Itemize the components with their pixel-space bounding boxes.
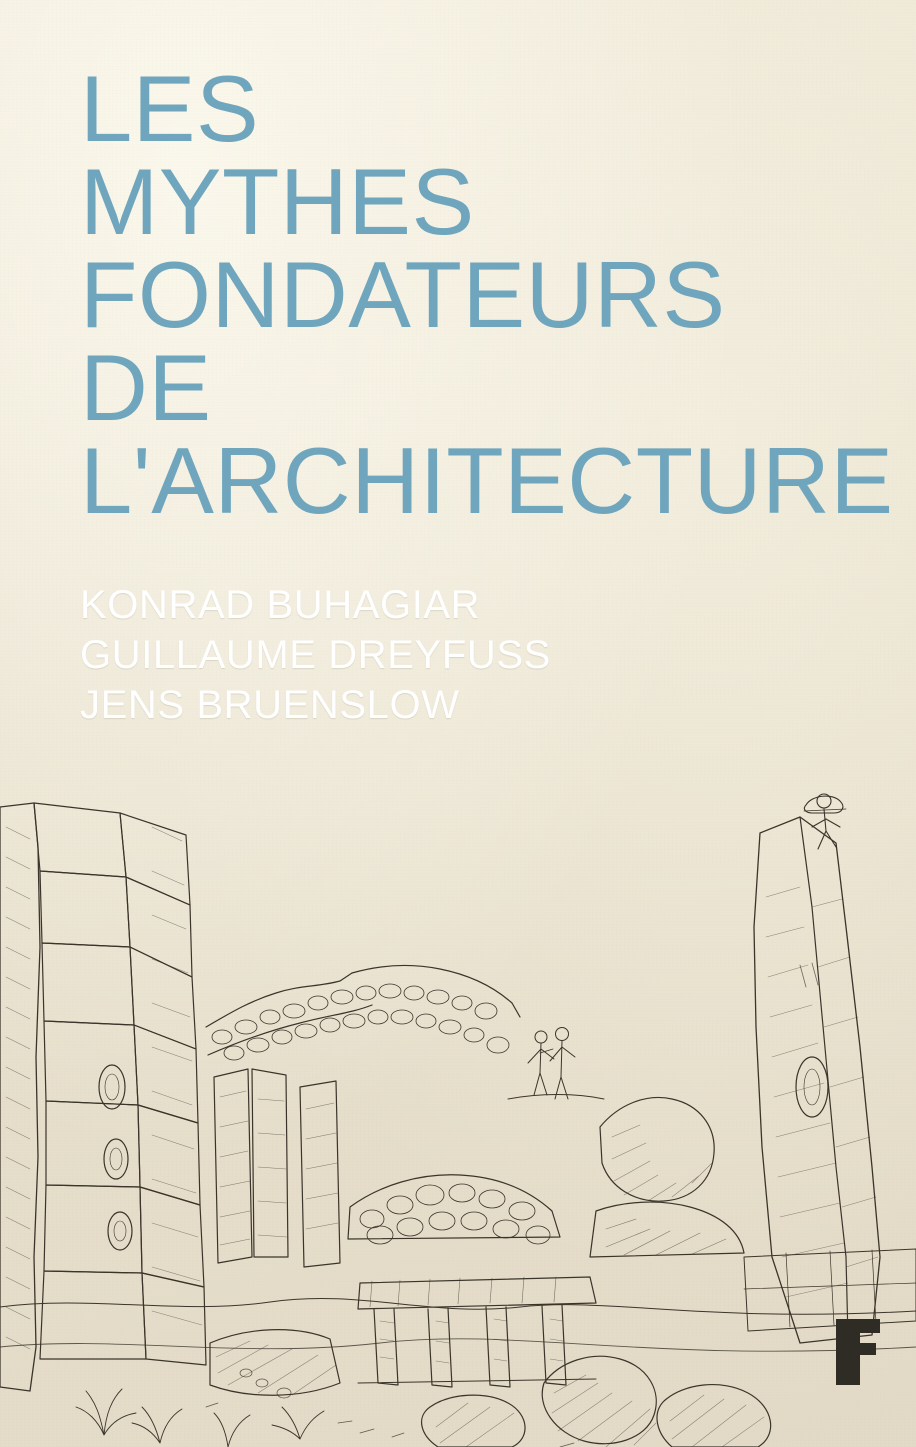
title-line-5: L'ARCHITECTURE (80, 428, 894, 534)
author-name: GUILLAUME DREYFUSS (80, 633, 551, 677)
author-name: JENS BRUENSLOW (80, 683, 460, 727)
author-name: KONRAD BUHAGIAR (80, 583, 481, 627)
title-line-2: MYTHES (80, 149, 475, 255)
title-line-3: FONDATEURS (80, 242, 726, 348)
title-line-4: DE (80, 335, 212, 441)
author-list (80, 580, 840, 730)
page-title (80, 56, 894, 534)
megalithic-temple-ruins-illustration (0, 787, 916, 1447)
publisher-colophon (830, 1315, 886, 1389)
title-line-1: LES (80, 56, 260, 161)
